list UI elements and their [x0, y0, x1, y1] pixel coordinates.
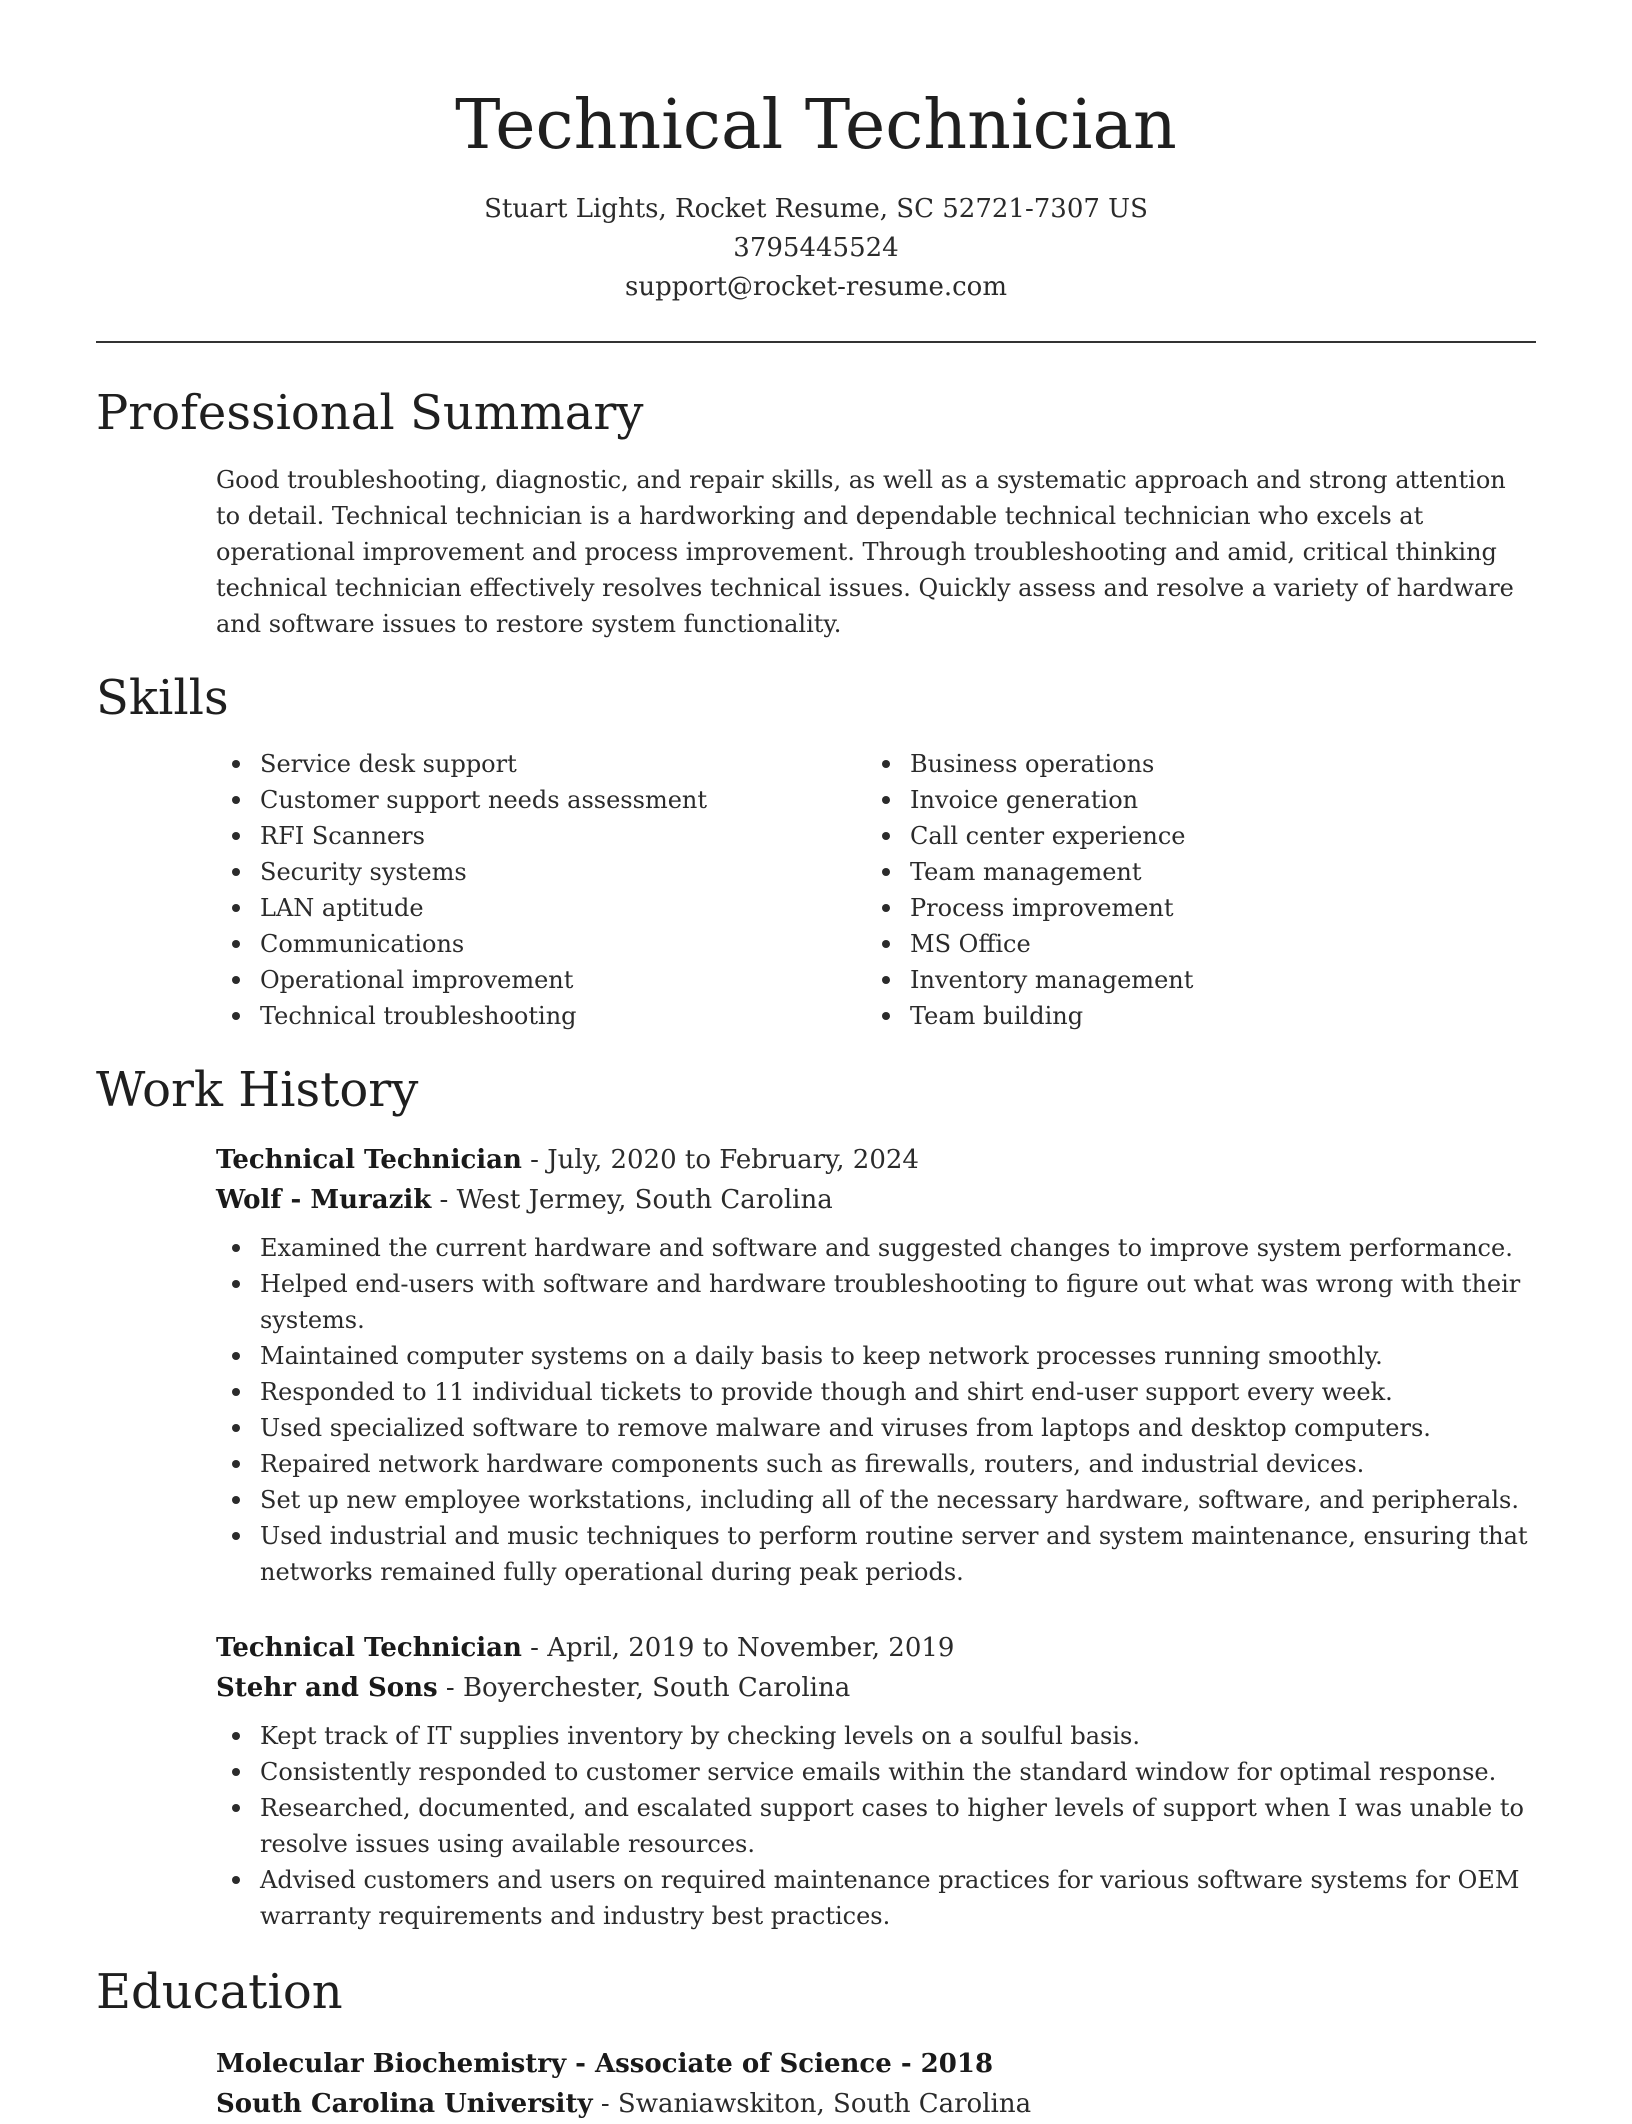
job-location: - Boyerchester, South Carolina — [437, 1673, 851, 1703]
education-school: South Carolina University — [216, 2089, 593, 2119]
job-entry — [216, 1140, 1536, 1590]
contact-email: support@rocket-resume.com — [624, 272, 1007, 302]
education-heading: Education — [96, 1964, 343, 2020]
job-bullet: Examined the current hardware and software and suggested changes to improve system performance. — [216, 1230, 1536, 1266]
job-role: Technical Technician — [216, 1145, 522, 1175]
job-bullet: Consistently responded to customer service emails within the standard window for optimal response. — [216, 1754, 1536, 1790]
skill-item: MS Office — [866, 926, 1506, 962]
education-school-line — [216, 2084, 1536, 2124]
education-degree: Molecular Biochemistry - Associate of Science - 2018 — [216, 2049, 994, 2079]
skill-item: Business operations — [866, 746, 1506, 782]
skill-item: LAN aptitude — [216, 890, 856, 926]
job-bullet: Helped end-users with software and hardware troubleshooting to figure out what was wrong with their systems. — [216, 1266, 1536, 1338]
skills-column-left — [216, 746, 856, 1034]
skill-item: Invoice generation — [866, 782, 1506, 818]
job-role: Technical Technician — [216, 1633, 522, 1663]
skill-item: Inventory management — [866, 962, 1506, 998]
skill-item: Technical troubleshooting — [216, 998, 856, 1034]
skills-column-right — [866, 746, 1506, 1034]
job-bullet: Kept track of IT supplies inventory by checking levels on a soulful basis. — [216, 1718, 1536, 1754]
skill-item: RFI Scanners — [216, 818, 856, 854]
header-divider — [96, 341, 1536, 343]
contact-phone: 3795445524 — [733, 233, 899, 263]
resume-name: Technical Technician — [455, 86, 1177, 165]
education-degree-line — [216, 2044, 1536, 2084]
job-bullet: Advised customers and users on required maintenance practices for various software systems for OEM warranty requirements and industry best practices. — [216, 1862, 1536, 1934]
job-location: - West Jermey, South Carolina — [431, 1185, 833, 1215]
skill-item: Service desk support — [216, 746, 856, 782]
work-history-heading: Work History — [96, 1062, 419, 1118]
education-location: - Swaniawskiton, South Carolina — [592, 2089, 1032, 2119]
job-dates: - July, 2020 to February, 2024 — [521, 1145, 919, 1175]
skill-item: Customer support needs assessment — [216, 782, 856, 818]
job-bullet: Used industrial and music techniques to perform routine server and system maintenance, ensuring that networks remained fully operational during peak periods. — [216, 1518, 1536, 1590]
job-bullet: Set up new employee workstations, including all of the necessary hardware, software, and peripherals. — [216, 1482, 1536, 1518]
job-entry — [216, 1628, 1536, 1934]
job-bullet: Repaired network hardware components such as firewalls, routers, and industrial devices. — [216, 1446, 1536, 1482]
education-entry — [216, 2044, 1536, 2124]
job-bullets — [96, 1718, 1536, 1934]
job-company-line — [216, 1180, 1536, 1220]
job-bullet: Researched, documented, and escalated support cases to higher levels of support when I was unable to resolve issues using available resources. — [216, 1790, 1536, 1862]
skill-item: Communications — [216, 926, 856, 962]
skill-item: Team management — [866, 854, 1506, 890]
skill-item: Operational improvement — [216, 962, 856, 998]
contact-address: Stuart Lights, Rocket Resume, SC 52721-7307 US — [484, 194, 1148, 224]
job-title-line — [216, 1140, 1536, 1180]
skill-item: Call center experience — [866, 818, 1506, 854]
skill-item: Process improvement — [866, 890, 1506, 926]
job-bullet: Maintained computer systems on a daily basis to keep network processes running smoothly. — [216, 1338, 1536, 1374]
skill-item: Team building — [866, 998, 1506, 1034]
job-dates: - April, 2019 to November, 2019 — [521, 1633, 955, 1663]
job-bullet: Responded to 11 individual tickets to provide though and shirt end-user support every week. — [216, 1374, 1536, 1410]
job-company: Stehr and Sons — [216, 1673, 438, 1703]
job-company: Wolf - Murazik — [216, 1185, 432, 1215]
job-company-line — [216, 1668, 1536, 1708]
summary-heading: Professional Summary — [96, 385, 644, 441]
skill-item: Security systems — [216, 854, 856, 890]
summary-text: Good troubleshooting, diagnostic, and repair skills, as well as a systematic approach and strong attention to detail. Technical technician is a hardworking and dependable technical technician who excels at operational improvement and process improvement. Through troubleshooting and amid, critical thinking technical technician effectively resolves technical issues. Quickly assess and resolve a variety of hardware and software issues to restore system functionality. — [216, 466, 1514, 638]
job-title-line — [216, 1628, 1536, 1668]
skills-heading: Skills — [96, 670, 229, 726]
job-bullet: Used specialized software to remove malware and viruses from laptops and desktop computers. — [216, 1410, 1536, 1446]
job-bullets — [96, 1230, 1536, 1590]
